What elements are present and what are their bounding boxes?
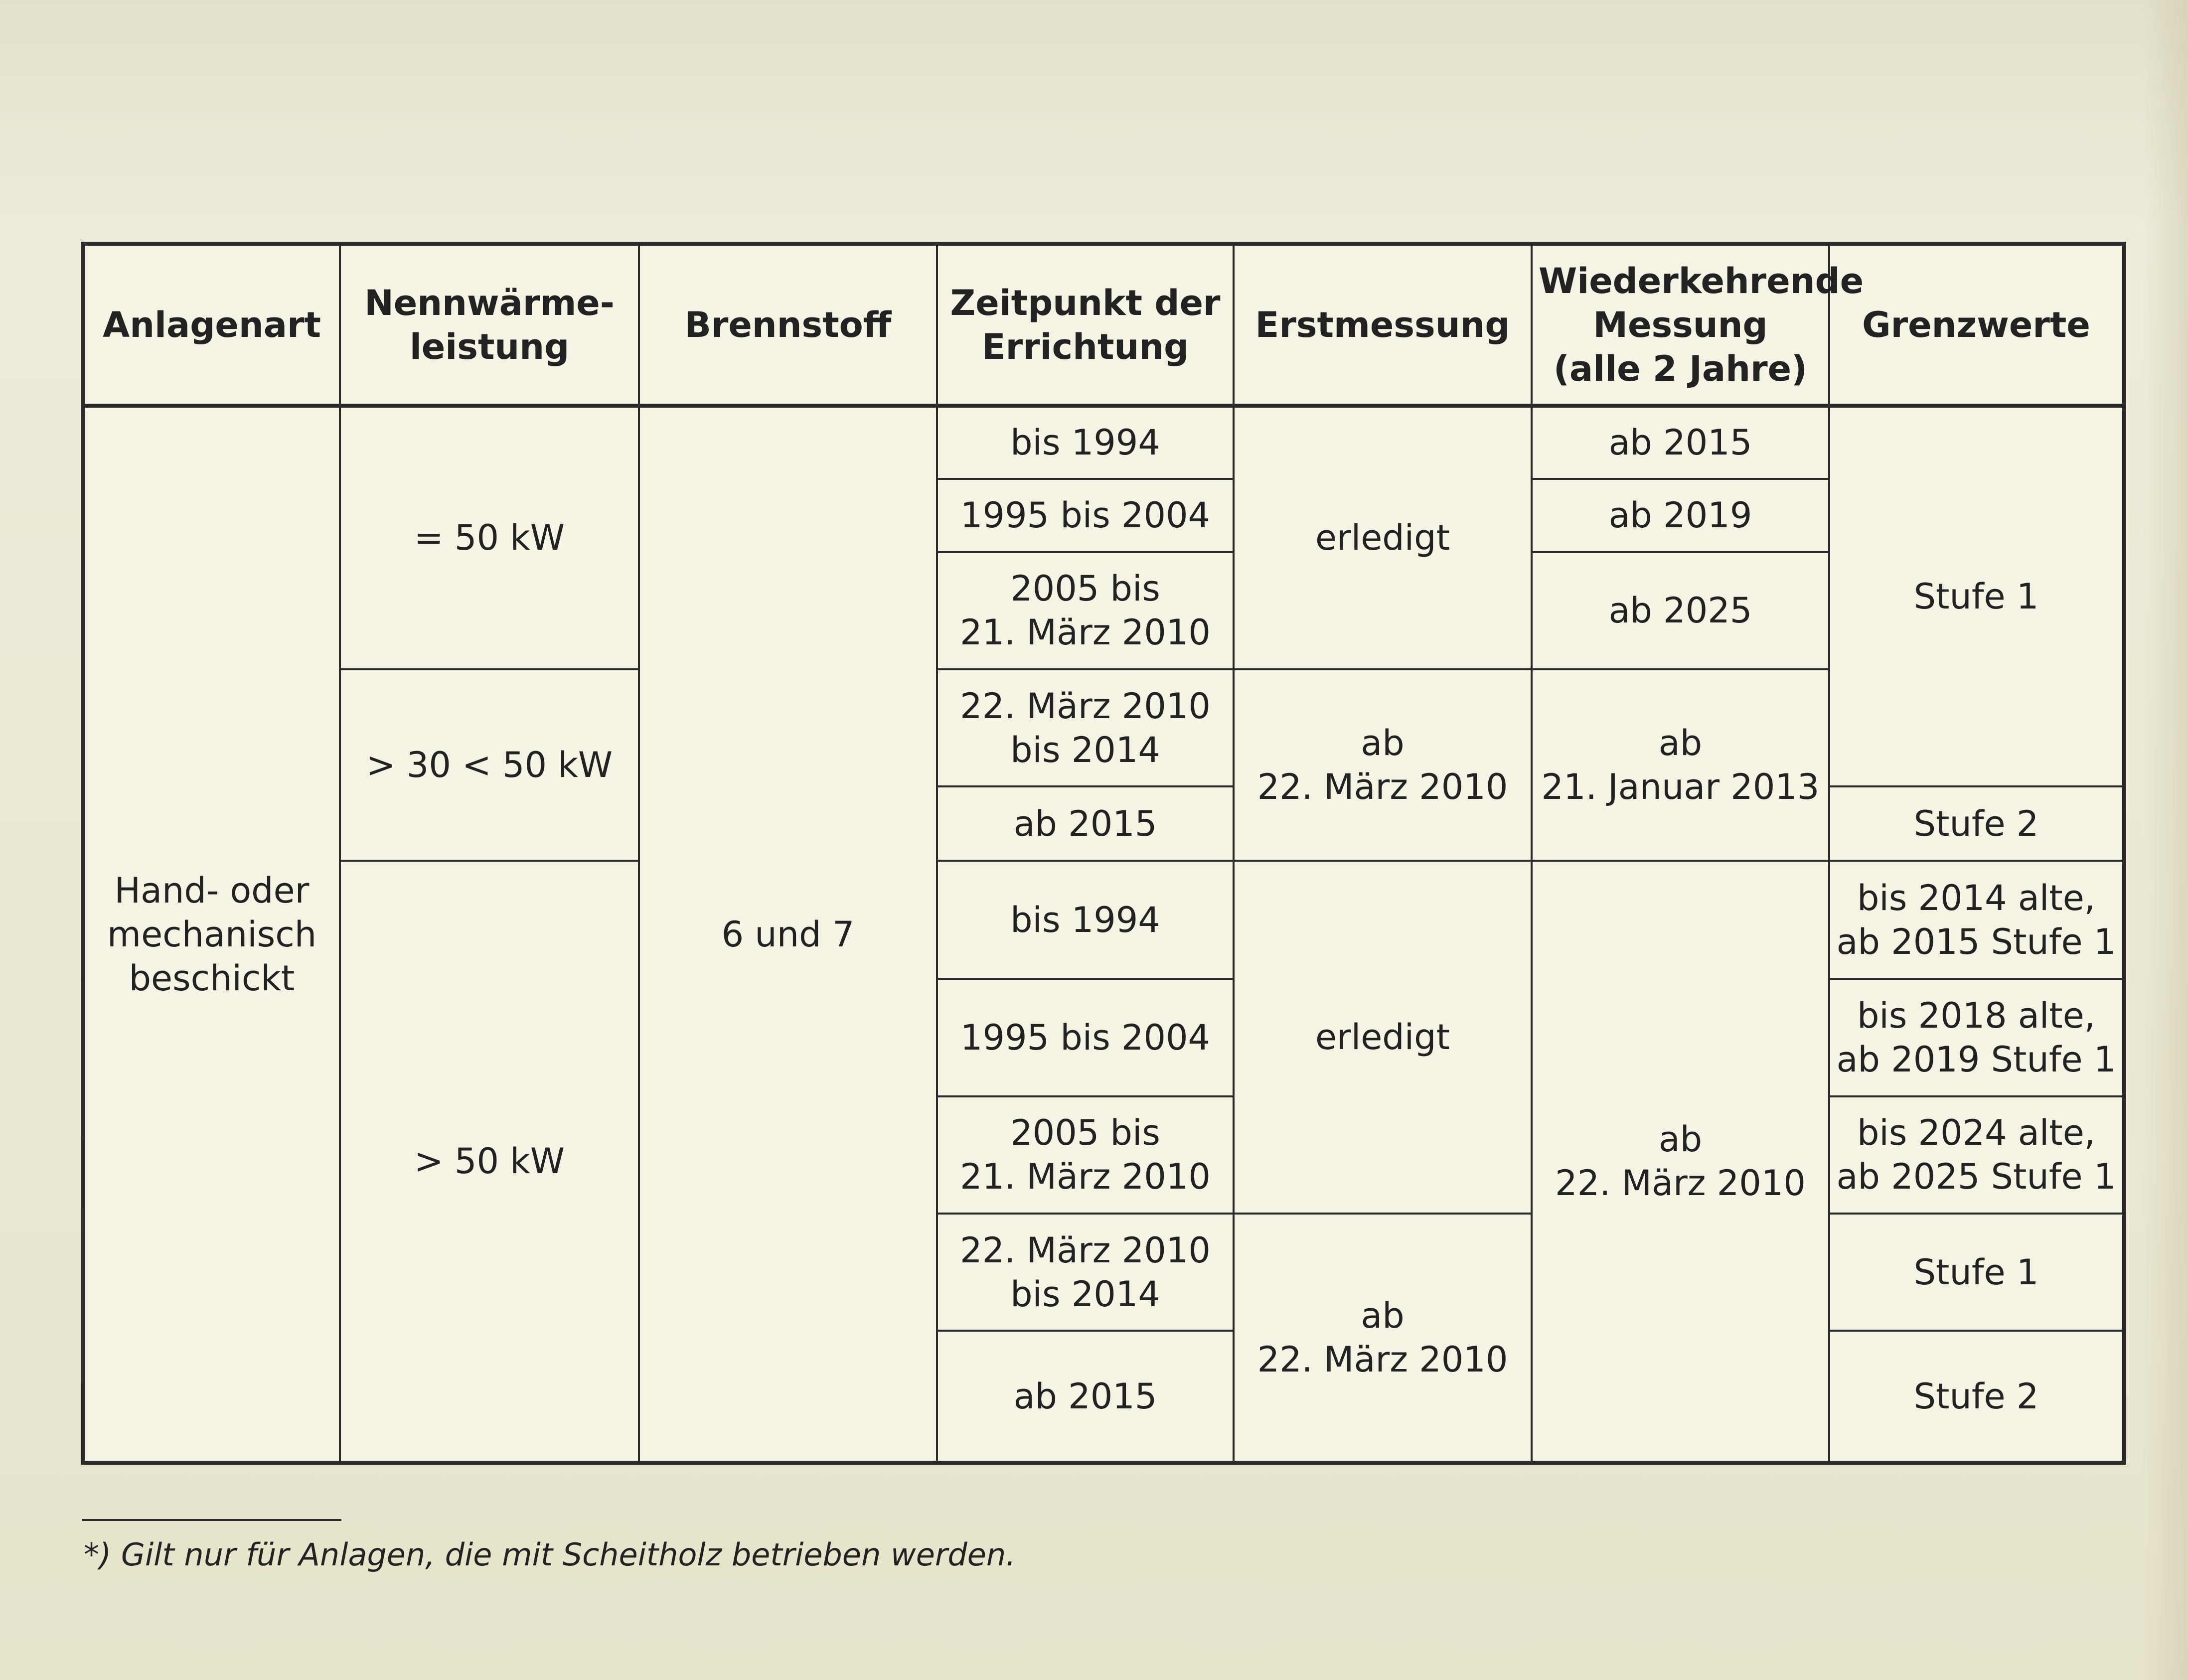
cell-line: bis 2014 [1010,729,1160,770]
header-anlagenart [83,244,340,406]
cell-wiederkehrend-r2 [1532,479,1829,552]
cell-line: Errichtung [981,326,1189,367]
table-row [83,406,2124,479]
cell-line: Stufe 1 [1913,1251,2039,1293]
cell-line: ab 2015 [1013,803,1157,844]
cell-grenzwerte-r8 [1829,1096,2124,1214]
cell-line: bis 1994 [1010,422,1160,463]
cell-line: (alle 2 Jahre) [1553,348,1808,389]
cell-line: = 50 kW [414,517,565,559]
table-row [83,861,2124,979]
cell-line: erledigt [1315,517,1450,559]
scan-shadow-right [2143,0,2188,1680]
cell-line: 21. Januar 2013 [1541,766,1820,808]
cell-line: 22. März 2010 [1555,1163,1806,1204]
cell-wiederkehrend-r3 [1532,552,1829,669]
header-erstmessung [1234,244,1532,406]
cell-line: > 30 < 50 kW [366,745,613,786]
cell-line: Wiederkehrende [1539,260,1864,302]
cell-line: 1995 bis 2004 [960,495,1211,536]
cell-line: 21. März 2010 [960,612,1211,653]
cell-line: ab 2019 [1608,495,1752,536]
cell-line: 21. März 2010 [960,1156,1211,1198]
cell-erstmessung-g1 [1234,406,1532,669]
emission-measurement-table [81,242,2126,1465]
header-nennwaermeleistung [340,244,639,406]
cell-line: ab 2015 Stufe 1 [1836,921,2116,962]
cell-line: ab [1658,1119,1703,1160]
cell-errichtung-r8 [937,1096,1234,1214]
cell-errichtung-r3 [937,552,1234,669]
cell-errichtung-r6 [937,861,1234,979]
cell-wiederkehrend-r1 [1532,406,1829,479]
cell-line: Stufe 2 [1913,1375,2039,1417]
cell-line: Messung [1593,304,1768,345]
cell-line: 22. März 2010 [1257,766,1508,808]
cell-errichtung-r9 [937,1214,1234,1331]
cell-line: ab [1361,723,1405,764]
header-wiederkehrende-messung [1532,244,1864,406]
cell-line: ab 2015 [1013,1375,1157,1417]
cell-line: ab [1658,723,1703,764]
cell-line: Nennwärme- [364,282,615,323]
cell-grenzwerte-r7 [1829,979,2124,1096]
cell-wiederkehrend-g3 [1532,861,1829,1463]
cell-line: ab 2025 [1608,590,1752,631]
cell-line: 22. März 2010 [960,1229,1211,1271]
cell-line: beschickt [129,957,295,999]
cell-line: Anlagenart [103,304,321,345]
scan-shadow-top [0,0,2188,229]
cell-errichtung-r2 [937,479,1234,552]
cell-line: 2005 bis [1010,1112,1160,1154]
cell-grenzwerte-r6 [1829,861,2124,979]
header-brennstoff [639,244,937,406]
header-zeitpunkt-der-errichtung [937,244,1234,406]
cell-leistung-gt-50 [340,861,639,1463]
cell-errichtung-r4 [937,669,1234,786]
cell-line: bis 1994 [1010,899,1160,940]
cell-line: 22. März 2010 [960,685,1211,727]
cell-leistung-range [340,669,639,861]
cell-line: ab 2015 [1608,422,1752,463]
cell-grenzwerte-r9 [1829,1214,2124,1331]
cell-line: Stufe 1 [1913,576,2039,617]
cell-line: 6 und 7 [721,914,855,955]
cell-grenzwerte-g1 [1829,406,2124,786]
cell-line: Stufe 2 [1913,803,2039,844]
cell-grenzwerte-r10 [1829,1331,2124,1463]
table-row [83,669,2124,786]
cell-grenzwerte-r5 [1829,786,2124,861]
cell-line: 1995 bis 2004 [960,1017,1211,1059]
cell-line: Grenzwerte [1862,304,2090,345]
cell-brennstoff [639,406,937,1463]
footnote-text: *) Gilt nur für Anlagen, die mit Scheitholz betrieben werden. [84,1536,1016,1573]
cell-wiederkehrend-g2 [1532,669,1829,861]
cell-anlagenart [83,406,340,1463]
footnote-rule [82,1519,341,1521]
cell-errichtung-r10 [937,1331,1234,1463]
cell-line: bis 2018 alte, [1857,995,2096,1037]
cell-line: Erstmessung [1255,304,1510,345]
cell-line: > 50 kW [414,1141,565,1182]
cell-line: ab 2025 Stufe 1 [1836,1156,2116,1198]
cell-line: 22. März 2010 [1257,1339,1508,1380]
cell-line: bis 2014 alte, [1857,877,2096,918]
cell-line: Hand- oder [114,870,310,911]
cell-errichtung-r1 [937,406,1234,479]
cell-erstmessung-g3 [1234,861,1532,1214]
cell-errichtung-r5 [937,786,1234,861]
cell-line: erledigt [1315,1017,1450,1058]
cell-line: ab 2019 Stufe 1 [1836,1039,2116,1080]
cell-errichtung-r7 [937,979,1234,1096]
cell-line: ab [1361,1295,1405,1337]
cell-line: Brennstoff [684,304,892,345]
cell-line: 2005 bis [1010,568,1160,610]
cell-line: bis 2014 [1010,1273,1160,1315]
cell-leistung-le-50 [340,406,639,669]
header-grenzwerte [1829,244,2124,406]
cell-erstmessung-g4 [1234,1214,1532,1463]
cell-line: leistung [409,326,570,367]
header-row [83,244,2124,406]
cell-erstmessung-g2 [1234,669,1532,861]
cell-line: bis 2024 alte, [1857,1112,2096,1154]
cell-line: Zeitpunkt der [950,282,1221,323]
cell-line: mechanisch [107,914,317,955]
